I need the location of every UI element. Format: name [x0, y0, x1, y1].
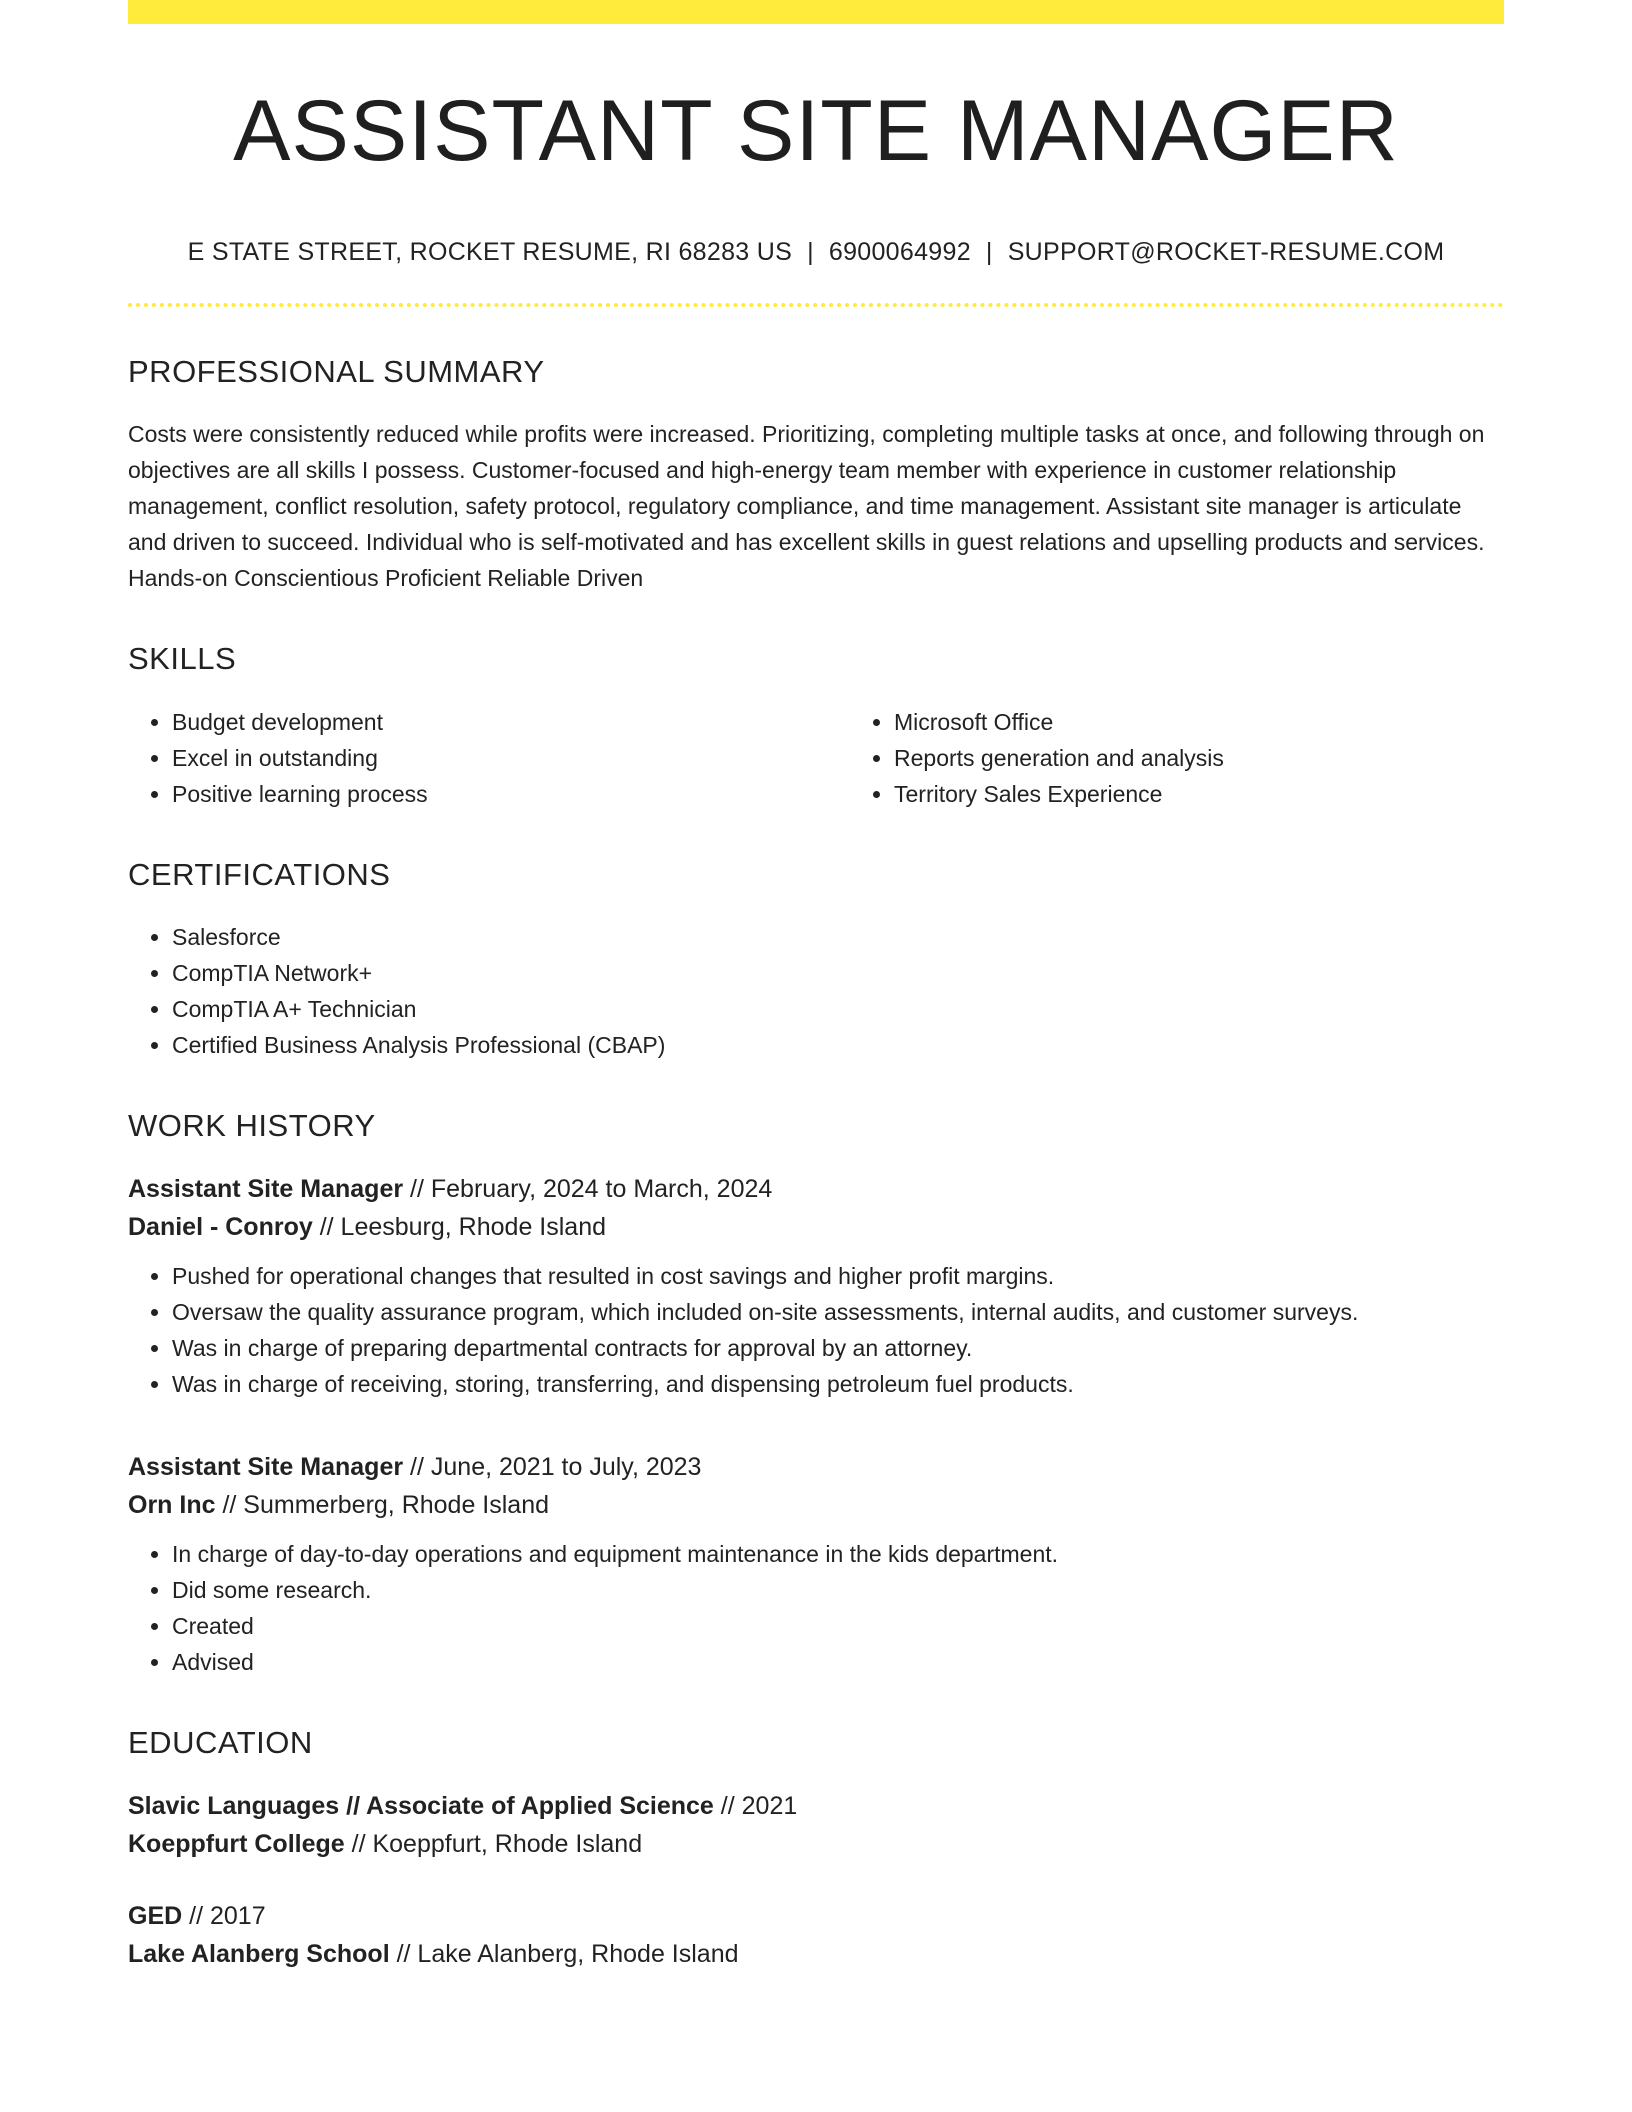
education-year: // 2017 [189, 1902, 266, 1931]
skill-item: • Positive learning process [172, 776, 850, 812]
candidate-title: ASSISTANT SITE MANAGER [233, 83, 1399, 179]
skill-item: • Territory Sales Experience [894, 776, 1504, 812]
section-title-education: EDUCATION [128, 1724, 313, 1760]
education-degree-line [128, 1787, 1504, 1825]
education-school: Lake Alanberg School [128, 1940, 390, 1969]
job-location: // Summerberg, Rhode Island [222, 1490, 550, 1519]
certification-item: • CompTIA A+ Technician [172, 991, 1504, 1027]
job-bullets [128, 1258, 1504, 1402]
job-entry [128, 1170, 1504, 1402]
skill-item: • Microsoft Office [894, 704, 1504, 740]
education-location: // Koeppfurt, Rhode Island [351, 1830, 643, 1859]
contact-separator: | [807, 238, 814, 267]
contact-phone: 6900064992 [828, 238, 971, 267]
education-year: // 2021 [720, 1792, 798, 1821]
certification-item: • Certified Business Analysis Professional (CBAP) [172, 1027, 1504, 1063]
section-title-certifications: CERTIFICATIONS [128, 856, 391, 892]
education-entry [128, 1787, 1504, 1863]
skills-columns [128, 704, 1504, 812]
skill-item: • Budget development [172, 704, 850, 740]
skills-list-left [128, 704, 850, 812]
job-bullet: • Pushed for operational changes that resulted in cost savings and higher profit margins. [172, 1258, 1504, 1294]
job-bullet: • In charge of day-to-day operations and equipment maintenance in the kids department. [172, 1536, 1504, 1572]
summary-section [128, 353, 1504, 596]
section-title-skills: SKILLS [128, 641, 237, 677]
job-company-line [128, 1486, 1504, 1524]
summary-text: Costs were consistently reduced while profits were increased. Prioritizing, completing multiple tasks at once, and following through on objectives are all skills I possess. Customer-focused and high-energy team member with experience in customer relationship management, conflict resolution, safety protocol, regulatory compliance, and time management. Assistant site manager is articulate and driven to succeed. Individual who is self-motivated and has excellent skills in guest relations and upselling products and services. Hands-on Conscientious Proficient Reliable Driven [128, 421, 1485, 592]
education-degree: GED [128, 1902, 183, 1931]
skills-list-right [850, 704, 1504, 812]
education-school-line [128, 1825, 1504, 1863]
job-bullet: • Was in charge of preparing departmental contracts for approval by an attorney. [172, 1330, 1504, 1366]
certifications-section [128, 856, 1504, 1063]
work-history-section [128, 1107, 1504, 1680]
job-bullet: • Was in charge of receiving, storing, transferring, and dispensing petroleum fuel products. [172, 1366, 1504, 1402]
education-degree-line [128, 1897, 1504, 1935]
job-role: Assistant Site Manager [128, 1174, 404, 1203]
section-title-work-history: WORK HISTORY [128, 1107, 376, 1143]
education-degree: Slavic Languages // Associate of Applied Science [128, 1792, 714, 1821]
accent-top-bar [128, 0, 1504, 24]
certifications-list [128, 919, 1504, 1063]
education-school-line [128, 1935, 1504, 1973]
education-school: Koeppfurt College [128, 1830, 345, 1859]
job-bullet: • Created [172, 1608, 1504, 1644]
job-role: Assistant Site Manager [128, 1452, 404, 1481]
skills-section [128, 640, 1504, 811]
education-section [128, 1724, 1504, 1973]
job-company: Orn Inc [128, 1490, 216, 1519]
job-bullet: • Oversaw the quality assurance program, which included on-site assessments, internal audits, and customer surveys. [172, 1294, 1504, 1330]
skill-item: • Reports generation and analysis [894, 740, 1504, 776]
job-dates: // February, 2024 to March, 2024 [410, 1174, 773, 1203]
certification-item: • CompTIA Network+ [172, 955, 1504, 991]
contact-separator: | [985, 238, 993, 267]
section-title-summary: PROFESSIONAL SUMMARY [128, 354, 545, 390]
job-role-line [128, 1448, 1504, 1486]
job-entry [128, 1448, 1504, 1680]
contact-address: E STATE STREET, ROCKET RESUME, RI 68283 US [187, 238, 793, 267]
resume-page [128, 0, 1504, 1973]
job-bullet: • Did some research. [172, 1572, 1504, 1608]
job-bullet: • Advised [172, 1644, 1504, 1680]
job-company-line [128, 1208, 1504, 1246]
dotted-divider [128, 303, 1504, 307]
skill-item: • Excel in outstanding [172, 740, 850, 776]
education-entry [128, 1897, 1504, 1973]
job-dates: // June, 2021 to July, 2023 [410, 1452, 702, 1481]
certification-item: • Salesforce [172, 919, 1504, 955]
job-company: Daniel - Conroy [128, 1212, 313, 1241]
contact-line [128, 237, 1504, 267]
job-role-line [128, 1170, 1504, 1208]
job-bullets [128, 1536, 1504, 1680]
job-location: // Leesburg, Rhode Island [319, 1212, 607, 1241]
education-location: // Lake Alanberg, Rhode Island [396, 1940, 739, 1969]
contact-email: SUPPORT@ROCKET-RESUME.COM [1007, 238, 1445, 267]
